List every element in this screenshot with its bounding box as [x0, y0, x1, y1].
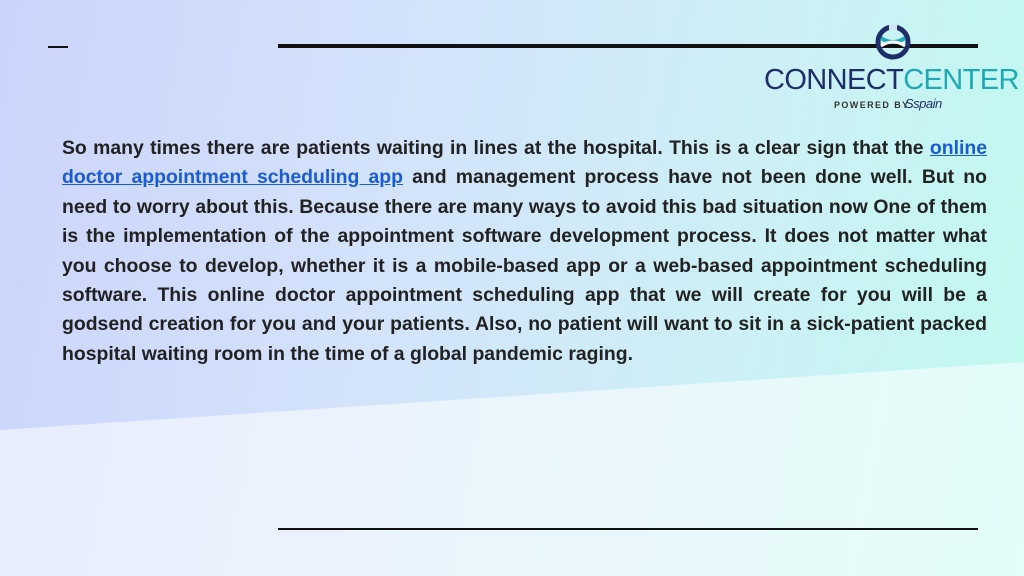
bottom-rule	[278, 528, 978, 530]
logo-mark-icon	[875, 24, 911, 60]
connectcenter-logo	[764, 24, 1022, 116]
body-paragraph	[62, 134, 987, 369]
paragraph-text-start: So many times there are patients waiting in lines at the hospital. This is a clear sign that the	[62, 137, 930, 159]
logo-wordmark	[764, 64, 1022, 96]
powered-by-label: POWERED BY	[834, 100, 910, 110]
logo-word-connect: CONNECT	[764, 64, 904, 96]
powered-by-brand: Sspain	[905, 96, 942, 111]
logo-word-center: CENTER	[903, 64, 1019, 96]
scheduling-app-link[interactable]: online doctor appointment scheduling app	[62, 137, 987, 189]
corner-dash	[48, 46, 68, 48]
paragraph-text-end: and management process have not been done well. But no need to worry about this. Because there are many ways to avoid this bad situation now One of them is the implementation of the appointment software development process. It does not matter what you choose to develop, whether it is a mobile-based app or a web-based appointment scheduling software. This online doctor appointment scheduling app that we will create for you will be a godsend creation for you and your patients. Also, no patient will want to sit in a sick-patient packed hospital waiting room in the time of a global pandemic raging.	[62, 166, 987, 365]
